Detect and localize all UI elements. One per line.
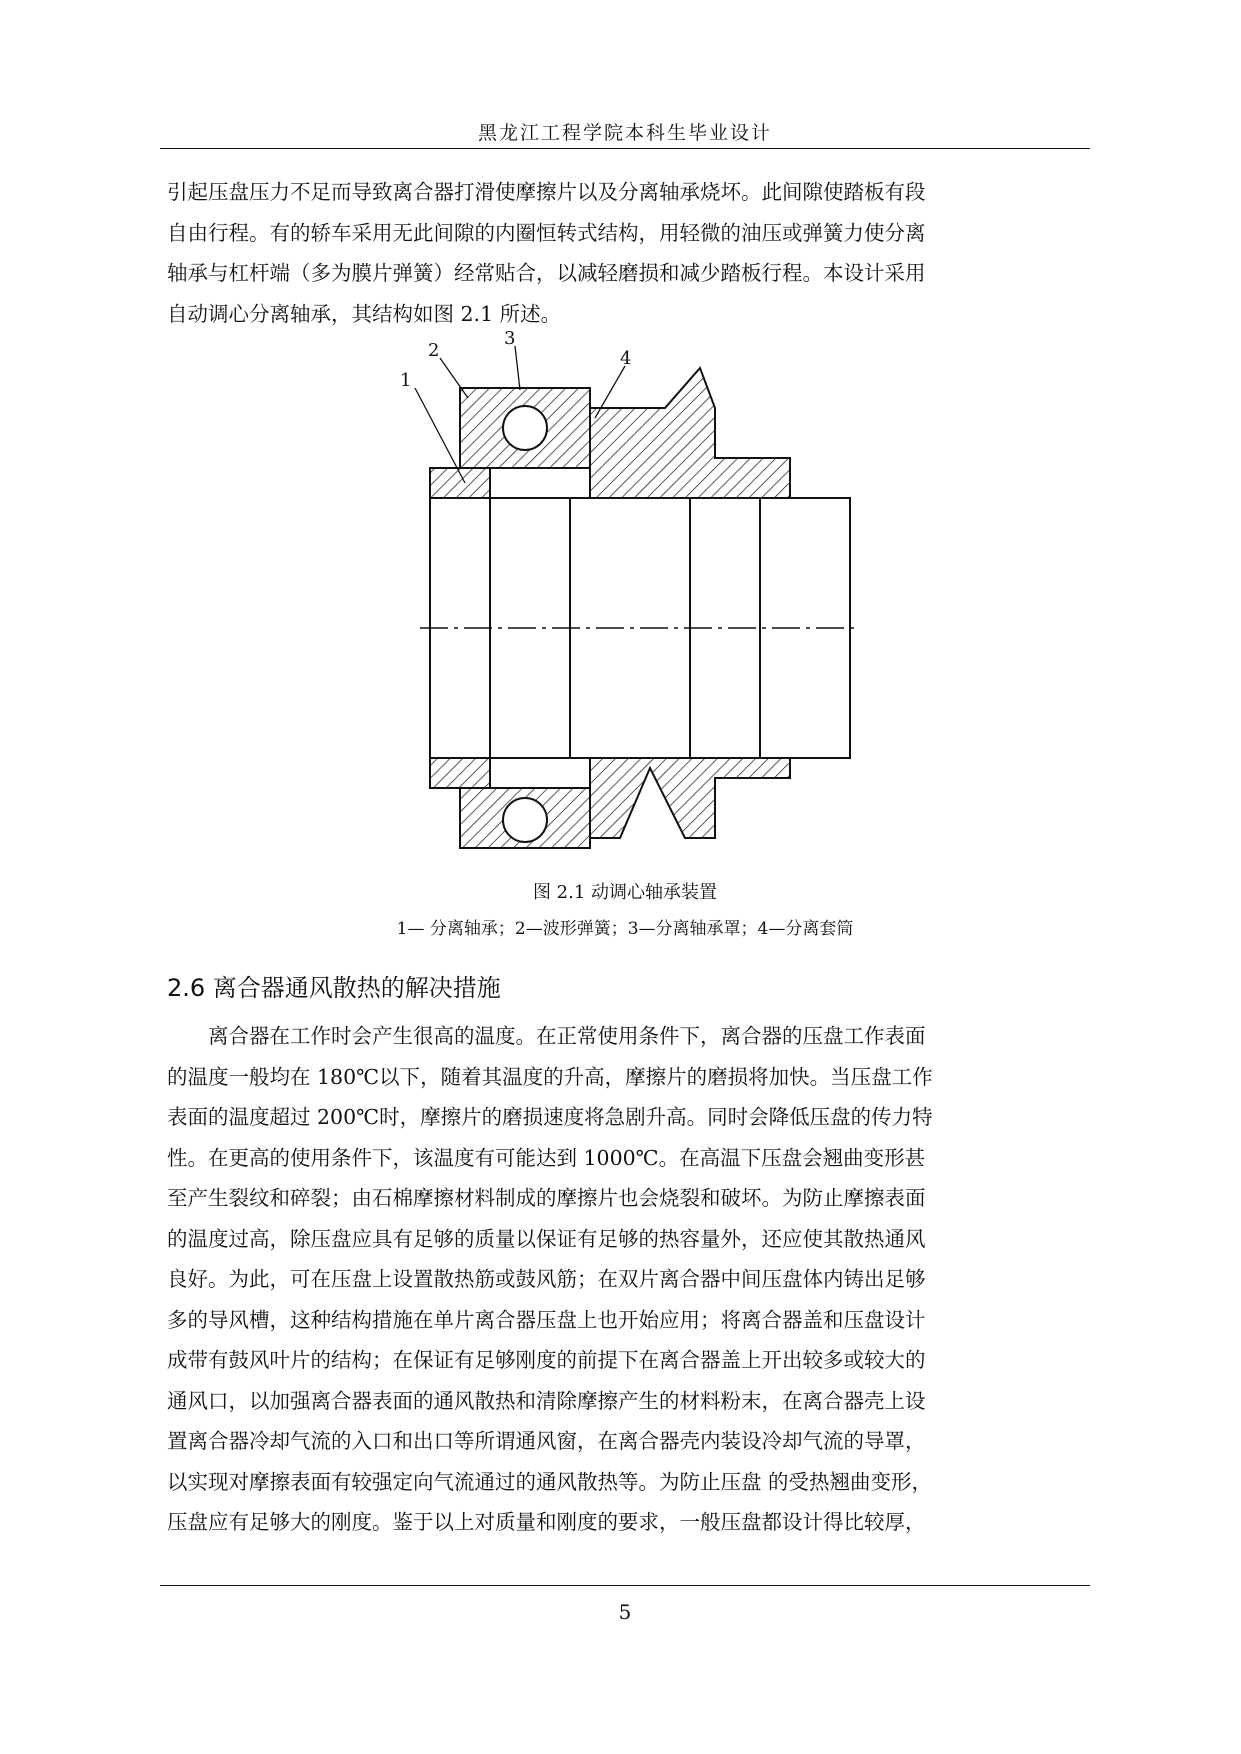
footer-rule [160,1585,1090,1586]
body-line: 性。在更高的使用条件下，该温度有可能达到 1000℃。在高温下压盘会翘曲变形甚 [167,1145,926,1170]
body-line: 良好。为此，可在压盘上设置散热筋或鼓风筋；在双片离合器中间压盘体内铸出足够 [167,1267,926,1291]
sleeve-top [590,368,790,498]
leader-line-3 [515,346,520,390]
intro-line: 自由行程。有的轿车采用无此间隙的内圈恒转式结构，用轻微的油压或弹簧力使分离 [167,220,926,245]
callout-1: 1 [400,370,412,391]
leader-line-2 [440,358,468,398]
figure-caption: 图 2.1 动调心轴承装置 [532,882,718,903]
section-heading: 2.6 离合器通风散热的解决措施 [167,974,501,1002]
callout-2: 2 [428,340,440,361]
callout-3: 3 [504,328,516,349]
page-number: 5 [618,1600,632,1624]
intro-line: 轴承与杠杆端（多为膜片弹簧）经常贴合，以减轻磨损和减少踏板行程。本设计采用 [167,261,926,285]
bearing-ball-top [503,406,547,450]
figure-legend: 1— 分离轴承；2—波形弹簧；3—分离轴承罩；4—分离套筒 [396,919,854,939]
intro-paragraph [167,172,1092,334]
body-line: 以实现对摩擦表面有较强定向气流通过的通风散热等。为防止压盘 的受热翘曲变形， [167,1469,933,1494]
body-paragraph [167,1016,1092,1543]
body-line: 置离合器冷却气流的入口和出口等所谓通风窗，在离合器壳内装设冷却气流的导罩， [167,1429,926,1453]
header-rule [160,148,1090,149]
body-line: 至产生裂纹和碎裂；由石棉摩擦材料制成的摩擦片也会烧裂和破坏。为防止摩擦表面 [167,1186,926,1210]
body-line: 成带有鼓风叶片的结构；在保证有足够刚度的前提下在离合器盖上开出较多或较大的 [167,1348,926,1372]
body-line: 的温度过高，除压盘应具有足够的质量以保证有足够的热容量外，还应使其散热通风 [167,1226,926,1251]
intro-line: 引起压盘压力不足而导致离合器打滑使摩擦片以及分离轴承烧坏。此间隙使踏板有段 [167,180,926,204]
body-line: 压盘应有足够大的刚度。鉴于以上对质量和刚度的要求，一般压盘都设计得比较厚， [167,1510,926,1534]
bearing-drawing [400,328,880,858]
body-line: 离合器在工作时会产生很高的温度。在正常使用条件下，离合器的压盘工作表面 [167,1024,926,1048]
callout-4: 4 [620,348,632,369]
sleeve-bottom [590,758,790,838]
bearing-ball-bottom [503,798,547,842]
page-header-title: 黑龙江工程学院本科生毕业设计 [477,122,772,144]
body-line: 多的导风槽，这种结构措施在单片离合器压盘上也开始应用；将离合器盖和压盘设计 [167,1307,926,1332]
body-line: 的温度一般均在 180℃以下，随着其温度的升高，摩擦片的磨损将加快。当压盘工作 [167,1064,933,1089]
intro-line: 自动调心分离轴承，其结构如图 2.1 所述。 [167,301,562,326]
body-line: 通风口，以加强离合器表面的通风散热和清除摩擦产生的材料粉末，在离合器壳上设 [167,1388,926,1413]
body-line: 表面的温度超过 200℃时，摩擦片的磨损速度将急剧升高。同时会降低压盘的传力特 [167,1105,933,1129]
inner-ring-bottom [430,758,490,788]
bearing-figure [400,328,880,858]
